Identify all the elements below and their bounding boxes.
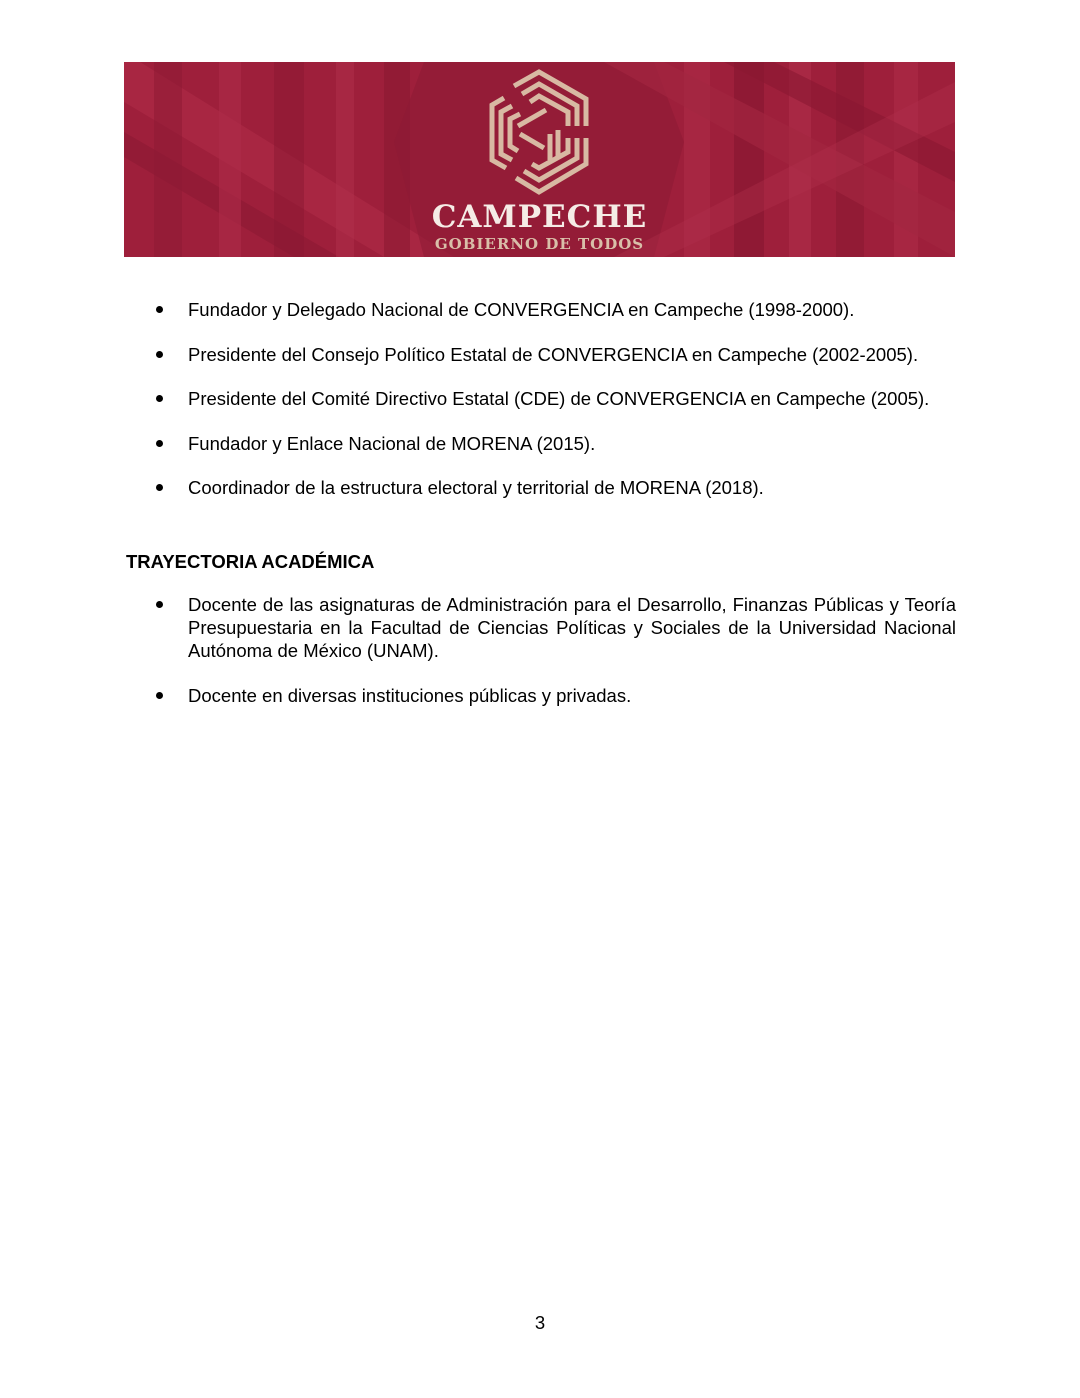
list-item-text: Presidente del Consejo Político Estatal de CONVERGENCIA en Campeche (2002-2005).	[188, 343, 919, 365]
list-item	[126, 298, 956, 321]
list-item-text: Presidente del Comité Directivo Estatal (CDE) de CONVERGENCIA en Campeche (2005).	[188, 388, 930, 409]
academic-list	[126, 593, 956, 707]
list-item-text: Docente en diversas instituciones públicas y privadas.	[188, 684, 632, 706]
bullet-icon	[156, 351, 163, 358]
brand-name: CAMPECHE	[431, 199, 648, 235]
party-positions-list	[126, 298, 956, 499]
list-item	[126, 432, 956, 455]
list-item	[126, 387, 956, 410]
bullet-icon	[156, 395, 163, 402]
list-item	[126, 343, 956, 366]
bullet-icon	[156, 440, 163, 447]
bullet-icon	[156, 692, 163, 699]
list-item-text: Docente de las asignaturas de Administración para el Desarrollo, Finanzas Públicas y Teoría Presupuestaria en la Facultad de Ciencias Políticas y Sociales de la Universidad Nacional Autónoma de México (UNAM).	[188, 594, 956, 661]
list-item	[126, 593, 956, 662]
list-item-text: Fundador y Delegado Nacional de CONVERGENCIA en Campeche (1998-2000).	[188, 299, 855, 320]
header-banner	[124, 62, 955, 257]
page-content	[126, 298, 956, 728]
brand-tagline: GOBIERNO DE TODOS	[434, 235, 645, 253]
list-item-text: Fundador y Enlace Nacional de MORENA (2015).	[188, 432, 596, 454]
list-item	[126, 684, 956, 707]
list-item	[126, 476, 956, 499]
list-item-text: Coordinador de la estructura electoral y territorial de MORENA (2018).	[188, 477, 764, 498]
bullet-icon	[156, 306, 163, 313]
campeche-logo-icon	[474, 68, 604, 198]
page-number: 3	[534, 1312, 546, 1333]
bullet-icon	[156, 484, 163, 491]
section-title-academic: TRAYECTORIA ACADÉMICA	[126, 551, 375, 572]
bullet-icon	[156, 601, 163, 608]
